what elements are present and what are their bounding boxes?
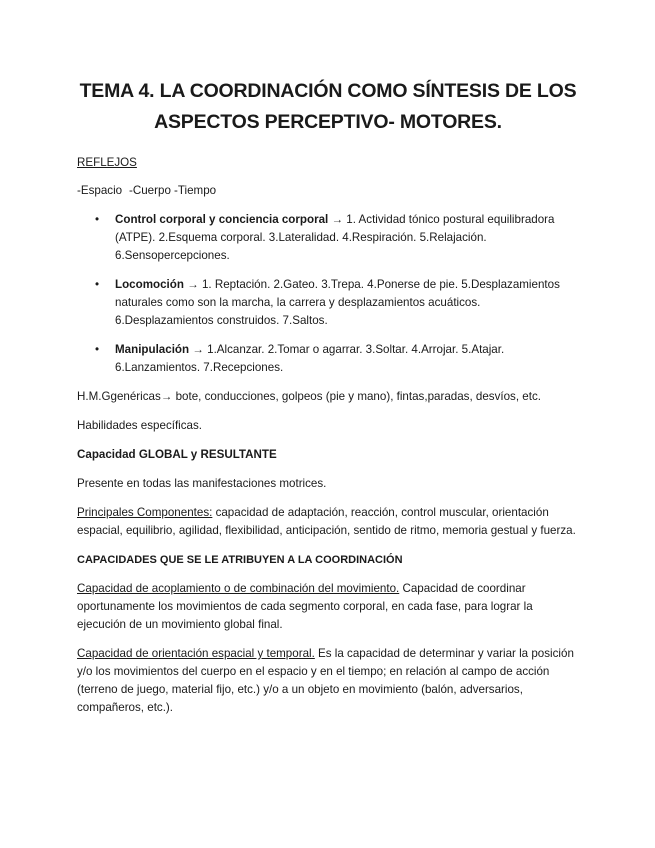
capacidades-heading: CAPACIDADES QUE SE LE ATRIBUYEN A LA COORDINACIÓN — [77, 554, 403, 566]
bullet-icon: • — [95, 343, 100, 356]
title-line-2: ASPECTOS PERCEPTIVO- MOTORES. — [154, 111, 502, 133]
skills-list — [77, 211, 579, 377]
acoplamiento-paragraph — [77, 580, 579, 634]
arrow-icon: → — [183, 278, 202, 291]
bullet-icon: • — [95, 213, 100, 226]
orientacion-label: Capacidad de orientación espacial y temporal. — [77, 647, 315, 660]
dimensions-line — [77, 182, 579, 200]
list-item-label: Locomoción — [115, 278, 184, 291]
capacidad-global-heading: Capacidad GLOBAL y RESULTANTE — [77, 448, 277, 461]
componentes-text: capacidad de adaptación, reacción, control muscular, orientación espacial, equilibrio, agilidad, flexibilidad, anticipación, sentido de ritmo, memoria gestual y fuerza. — [77, 506, 576, 537]
componentes-label: Principales Componentes: — [77, 506, 213, 519]
dimension-tiempo: -Tiempo — [174, 184, 217, 197]
hm-genericas-paragraph: H.M.Ggenéricas→ bote, conducciones, golpeos (pie y mano), fintas,paradas, desvíos, etc. — [77, 390, 541, 403]
list-item-text: 1. Actividad tónico postural equilibradora (ATPE). 2.Esquema corporal. 3.Lateralidad. 4.Respiración. 5.Relajación. 6.Sensopercepciones. — [115, 213, 555, 262]
acoplamiento-text: Capacidad de coordinar oportunamente los movimientos de cada segmento corporal, en cada fase, para lograr la ejecución de un movimiento global final. — [77, 582, 533, 631]
dimension-espacio: -Espacio — [77, 184, 123, 197]
list-item — [77, 276, 579, 330]
list-item-label: Manipulación — [115, 343, 190, 356]
reflejos-heading: REFLEJOS — [77, 156, 137, 169]
orientacion-text: Es la capacidad de determinar y variar la posición y/o los movimientos del cuerpo en el espacio y en el tiempo; en relación al campo de acción (terreno de juego, material fijo, etc.) y/o a un objeto en movimiento (balón, adversarios, compañeros, etc.). — [77, 647, 574, 714]
list-item-text: 1. Reptación. 2.Gateo. 3.Trepa. 4.Ponerse de pie. 5.Desplazamientos naturales como son la marcha, la carrera y desplazamientos acuáticos. 6.Desplazamientos construidos. 7.Saltos. — [115, 278, 560, 327]
list-item-label: Control corporal y conciencia corporal — [115, 213, 329, 226]
page-title — [77, 76, 579, 138]
list-item — [77, 211, 579, 265]
componentes-paragraph — [77, 504, 579, 540]
acoplamiento-label: Capacidad de acoplamiento o de combinación del movimiento. — [77, 582, 400, 595]
arrow-icon: → — [328, 213, 347, 226]
arrow-icon: → — [189, 343, 208, 356]
presente-paragraph: Presente en todas las manifestaciones motrices. — [77, 477, 327, 490]
orientacion-paragraph — [77, 645, 579, 717]
dimension-cuerpo: -Cuerpo — [129, 184, 171, 197]
bullet-icon: • — [95, 278, 100, 291]
list-item-text: 1.Alcanzar. 2.Tomar o agarrar. 3.Soltar. 4.Arrojar. 5.Atajar. 6.Lanzamientos. 7.Recepciones. — [115, 343, 505, 374]
habilidades-especificas-paragraph: Habilidades específicas. — [77, 419, 203, 432]
title-line-1: TEMA 4. LA COORDINACIÓN COMO SÍNTESIS DE LOS — [79, 80, 577, 102]
list-item — [77, 341, 579, 377]
